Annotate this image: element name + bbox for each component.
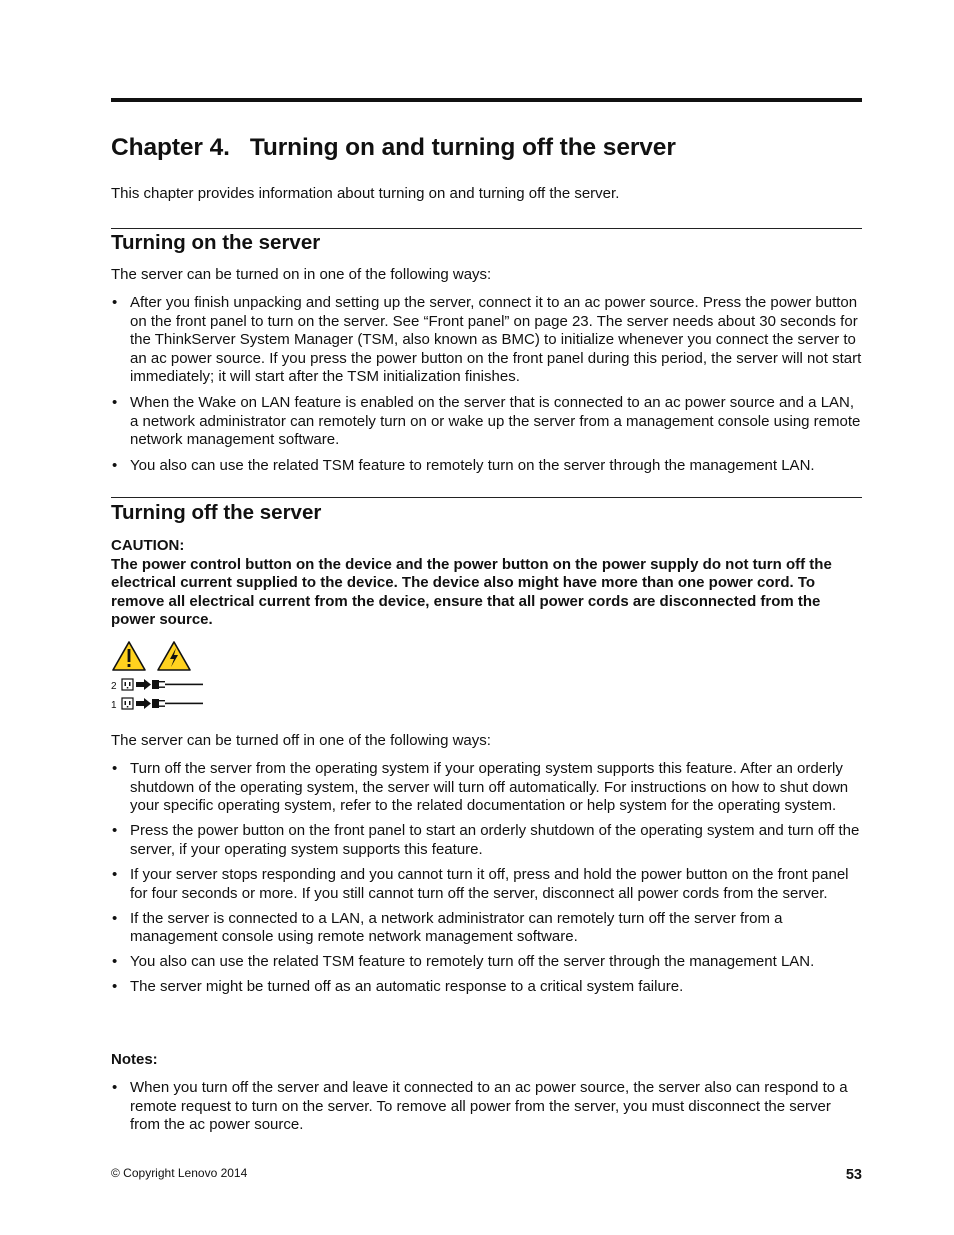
symbol-label-2: 2 — [111, 681, 117, 692]
notes-list — [111, 1079, 862, 1135]
section-rule-off — [111, 497, 862, 498]
list-item: • Press the power button on the front panel to start an orderly shutdown of the operating system and turn off the server, if your operating system supports this feature. — [111, 822, 862, 859]
list-item: • You also can use the related TSM feature to remotely turn on the server through the management LAN. — [111, 457, 862, 476]
list-item: • If the server is connected to a LAN, a network administrator can remotely turn off the server from a management console using remote network management software. — [111, 910, 862, 947]
list-item: • When you turn off the server and leave it connected to an ac power source, the server also can respond to a remote request to turn on the server. To remove all power from the server, you must disconnect the server from the ac power source. — [111, 1079, 862, 1135]
section-heading-turning-off: Turning off the server — [111, 501, 322, 524]
caution-label: CAUTION: — [111, 537, 185, 554]
copyright-notice: © Copyright Lenovo 2014 — [111, 1166, 248, 1180]
caution-notice — [111, 537, 862, 630]
safety-symbols — [111, 640, 211, 714]
chapter-top-rule — [111, 98, 862, 102]
list-item: • After you finish unpacking and setting up the server, connect it to an ac power source. Press the power button on the front panel to turn on the server. See “Front panel” on page 23. The server needs about 30 seconds for the ThinkServer System Manager (TSM, also known as BMC) to initialize whenever you connect the server to an ac power source. If you press the power button on the front panel during this period, the server will not start immediately; it will start after the TSM initialization finishes. — [111, 294, 862, 387]
turning-off-lead: The server can be turned off in one of the following ways: — [111, 732, 491, 749]
list-item: • You also can use the related TSM feature to remotely turn off the server through the management LAN. — [111, 953, 862, 972]
chapter-intro: This chapter provides information about turning on and turning off the server. — [111, 185, 620, 202]
arrow-right-icon — [136, 679, 151, 690]
power-plug-icon — [152, 699, 203, 708]
warning-triangle-icon — [113, 642, 145, 670]
turning-on-lead: The server can be turned on in one of the following ways: — [111, 266, 492, 283]
caution-text: The power control button on the device and the power button on the power supply do not turn off the electrical current supplied to the device. The device also might have more than one power cord. To remove all electrical current from the device, ensure that all power cords are disconnected from the power source. — [111, 555, 832, 629]
turning-off-list — [111, 760, 862, 997]
chapter-title-text: Turning on and turning off the server — [249, 134, 676, 161]
notes-label: Notes: — [111, 1051, 158, 1068]
power-outlet-icon — [122, 698, 133, 709]
chapter-number: Chapter 4. — [111, 134, 230, 161]
electrical-hazard-icon — [158, 642, 190, 670]
symbol-label-1: 1 — [111, 700, 117, 711]
section-rule-on — [111, 228, 862, 229]
list-item: • Turn off the server from the operating system if your operating system supports this feature. After an orderly shutdown of the operating system, the server will turn off automatically. For instructions on how to shut down your specific operating system, refer to the related documentation or help system for the operating system. — [111, 760, 862, 816]
section-heading-turning-on: Turning on the server — [111, 231, 321, 254]
power-outlet-icon — [122, 679, 133, 690]
list-item: • When the Wake on LAN feature is enabled on the server that is connected to an ac power source and a LAN, a network administrator can remotely turn on or wake up the server from a management console using remote network management software. — [111, 394, 862, 450]
arrow-right-icon — [136, 698, 151, 709]
chapter-title — [111, 134, 676, 162]
page-number: 53 — [845, 1167, 862, 1183]
turning-on-list — [111, 294, 862, 475]
power-plug-icon — [152, 680, 203, 689]
list-item: • The server might be turned off as an automatic response to a critical system failure. — [111, 978, 862, 997]
list-item: • If your server stops responding and you cannot turn it off, press and hold the power button on the front panel for four seconds or more. If you still cannot turn off the server, disconnect all power cords from the server. — [111, 866, 862, 903]
safety-symbols-graphic — [111, 640, 211, 714]
